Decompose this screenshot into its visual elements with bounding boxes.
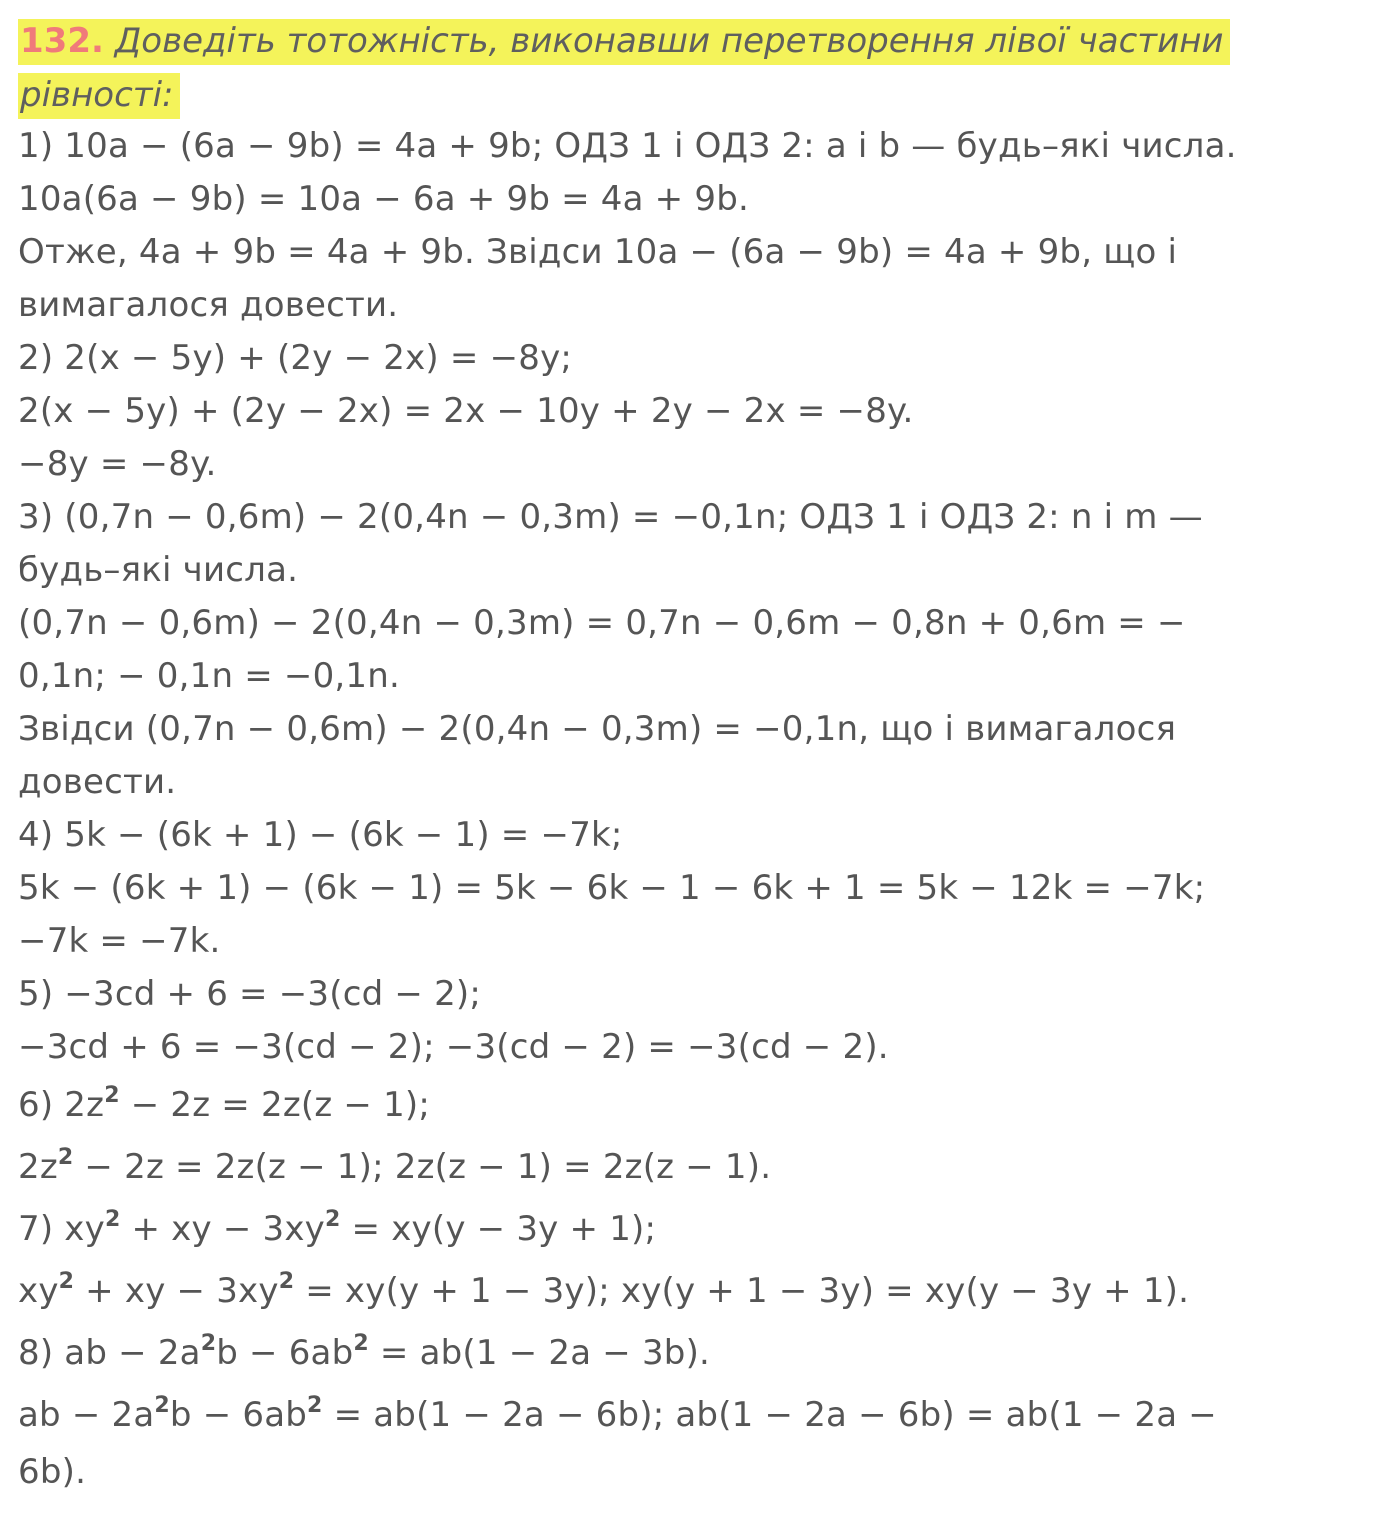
problem-statement: Доведіть тотожність, виконавши перетворення лівої частини рівності: xyxy=(20,21,1224,115)
solution-line: Звідси (0,7n − 0,6m) − 2(0,4n − 0,3m) = −0,1n, що і вимагалося xyxy=(18,709,1177,749)
problem-number: 132. xyxy=(20,21,104,61)
solution-line: довести. xyxy=(18,762,177,802)
solution-line: −7k = −7k. xyxy=(18,921,221,961)
solution-line: 4) 5k − (6k + 1) − (6k − 1) = −7k; xyxy=(18,815,623,855)
solution-line: (0,7n − 0,6m) − 2(0,4n − 0,3m) = 0,7n − 0,6m − 0,8n + 0,6m = − xyxy=(18,603,1186,643)
solution-line: 1) 10a − (6a − 9b) = 4a + 9b; ОДЗ 1 і ОДЗ 2: a і b — будь–які числа. xyxy=(18,126,1237,166)
solution-line: 2) 2(x − 5y) + (2y − 2x) = −8y; xyxy=(18,338,573,378)
exponent-2: 2 xyxy=(104,1207,121,1232)
solution-line: 6b). xyxy=(18,1452,87,1492)
exponent-2: 2 xyxy=(325,1207,341,1232)
problem-header xyxy=(18,14,1388,122)
solution-line: вимагалося довести. xyxy=(18,285,399,325)
solution-line: 7) $xy^2$ + xy − $3xy^2 = xy(y - 3y + 1)$; xyxy=(18,1207,657,1249)
exponent-2: 2 xyxy=(353,1331,369,1356)
header-highlight xyxy=(18,19,1230,119)
exponent-2: 2 xyxy=(154,1393,170,1418)
exponent-2: 2 xyxy=(57,1145,74,1170)
solution-line: Отже, 4a + 9b = 4a + 9b. Звідси 10a − (6a − 9b) = 4a + 9b, що і xyxy=(18,232,1178,272)
solution-line: будь–які числа. xyxy=(18,550,299,590)
exponent-2: 2 xyxy=(200,1331,217,1356)
exponent-2: 2 xyxy=(307,1393,323,1418)
solution-line: −8y = −8y. xyxy=(18,444,217,484)
solution-line: $xy^2$ + xy − $3xy^2 = xy(y + 1 - 3y)$; xy(y + 1 − 3y) = xy(y − 3y + 1). xyxy=(18,1269,1190,1311)
solution-line: 3) (0,7n − 0,6m) − 2(0,4n − 0,3m) = −0,1n; ОДЗ 1 і ОДЗ 2: n і m — xyxy=(18,497,1203,537)
solution-line: $2z^2 - 2z = 2z(z - 1)$; 2z(z − 1) = 2z(z − 1). xyxy=(18,1145,772,1187)
solution-line: 8) ab − $2a^2b - 6ab^2 = ab(1 - 2a - 3b)$. xyxy=(18,1331,711,1373)
solution-line: 6) $2z^2 - 2z = 2z(z - 1)$; xyxy=(18,1083,431,1125)
solution-line: 0,1n; − 0,1n = −0,1n. xyxy=(18,656,401,696)
exponent-2: 2 xyxy=(104,1083,120,1108)
solution-line: 2(x − 5y) + (2y − 2x) = 2x − 10y + 2y − 2x = −8y. xyxy=(18,391,914,431)
solution-line: 10a(6a − 9b) = 10a − 6a + 9b = 4a + 9b. xyxy=(18,179,749,219)
exponent-2: 2 xyxy=(58,1269,75,1294)
solution-line: ab − $2a^2b - 6ab^2 = ab(1 - 2a - 6b)$; ab(1 − 2a − 6b) = ab(1 − 2a − xyxy=(18,1393,1217,1435)
solution-line: 5) −3cd + 6 = −3(cd − 2); xyxy=(18,974,482,1014)
solution-line: −3cd + 6 = −3(cd − 2); −3(cd − 2) = −3(cd − 2). xyxy=(18,1027,889,1067)
exponent-2: 2 xyxy=(278,1269,295,1294)
solution-lines xyxy=(18,120,1388,1499)
solution-line: 5k − (6k + 1) − (6k − 1) = 5k − 6k − 1 − 6k + 1 = 5k − 12k = −7k; xyxy=(18,868,1206,908)
